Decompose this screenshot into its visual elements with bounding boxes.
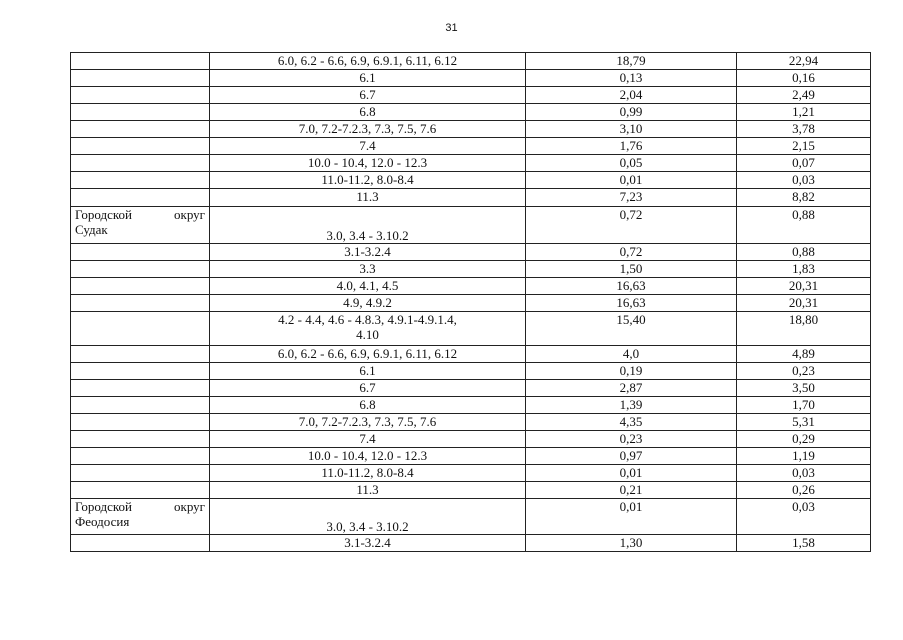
value1-cell: 0,23 — [526, 431, 737, 448]
code-cell: 10.0 - 10.4, 12.0 - 12.3 — [210, 448, 526, 465]
value1-cell: 0,01 — [526, 465, 737, 482]
table-row — [71, 278, 871, 295]
table-row — [71, 87, 871, 104]
value2-cell: 1,21 — [737, 104, 871, 121]
value2-cell: 5,31 — [737, 414, 871, 431]
value1-cell: 16,63 — [526, 295, 737, 312]
value1-cell: 2,04 — [526, 87, 737, 104]
code-cell: 6.1 — [210, 70, 526, 87]
value2-cell: 1,70 — [737, 397, 871, 414]
value1-cell: 18,79 — [526, 53, 737, 70]
region-cell — [71, 295, 210, 312]
value1-cell: 3,10 — [526, 121, 737, 138]
table-row — [71, 414, 871, 431]
value1-cell: 4,0 — [526, 346, 737, 363]
region-cell — [71, 482, 210, 499]
region-cell — [71, 104, 210, 121]
region-cell — [71, 172, 210, 189]
region-cell — [71, 189, 210, 207]
table-row — [71, 535, 871, 552]
region-cell — [71, 278, 210, 295]
table-row — [71, 244, 871, 261]
region-cell — [71, 448, 210, 465]
value2-cell: 0,16 — [737, 70, 871, 87]
value2-cell: 8,82 — [737, 189, 871, 207]
region-cell — [71, 121, 210, 138]
value1-cell: 0,05 — [526, 155, 737, 172]
value2-cell: 0,29 — [737, 431, 871, 448]
code-cell: 7.4 — [210, 431, 526, 448]
code-cell: 7.4 — [210, 138, 526, 155]
value1-cell: 15,40 — [526, 312, 737, 346]
table-row — [71, 261, 871, 278]
code-cell: 6.7 — [210, 87, 526, 104]
region-label-part: Городской — [75, 207, 132, 222]
value1-cell: 7,23 — [526, 189, 737, 207]
value2-cell: 22,94 — [737, 53, 871, 70]
region-cell — [71, 431, 210, 448]
region-cell — [71, 535, 210, 552]
code-cell: 6.0, 6.2 - 6.6, 6.9, 6.9.1, 6.11, 6.12 — [210, 53, 526, 70]
code-cell — [210, 312, 526, 346]
region-cell — [71, 363, 210, 380]
table-row — [71, 363, 871, 380]
code-cell: 6.8 — [210, 104, 526, 121]
code-cell: 6.8 — [210, 397, 526, 414]
value2-cell: 3,78 — [737, 121, 871, 138]
region-cell — [71, 312, 210, 346]
table-row — [71, 189, 871, 207]
value1-cell: 0,99 — [526, 104, 737, 121]
data-table — [70, 52, 871, 552]
value2-cell: 3,50 — [737, 380, 871, 397]
region-cell — [71, 346, 210, 363]
value2-cell: 0,03 — [737, 172, 871, 189]
code-cell: 3.0, 3.4 - 3.10.2 — [210, 499, 526, 535]
region-label-part: округ — [174, 499, 205, 514]
region-cell — [71, 261, 210, 278]
code-cell: 11.0-11.2, 8.0-8.4 — [210, 465, 526, 482]
region-cell — [71, 414, 210, 431]
value1-cell: 0,01 — [526, 499, 737, 535]
value2-cell: 1,58 — [737, 535, 871, 552]
region-cell — [71, 138, 210, 155]
value1-cell: 16,63 — [526, 278, 737, 295]
value1-cell: 0,19 — [526, 363, 737, 380]
code-cell: 3.1-3.2.4 — [210, 244, 526, 261]
value1-cell: 1,76 — [526, 138, 737, 155]
table-row — [71, 465, 871, 482]
region-cell — [71, 155, 210, 172]
table-row — [71, 155, 871, 172]
value1-cell: 1,39 — [526, 397, 737, 414]
code-cell: 10.0 - 10.4, 12.0 - 12.3 — [210, 155, 526, 172]
value2-cell: 0,03 — [737, 465, 871, 482]
region-label-name: Феодосия — [75, 514, 130, 529]
table-row — [71, 53, 871, 70]
region-cell — [71, 380, 210, 397]
value1-cell: 1,30 — [526, 535, 737, 552]
code-cell: 3.1-3.2.4 — [210, 535, 526, 552]
code-cell: 3.3 — [210, 261, 526, 278]
value1-cell: 4,35 — [526, 414, 737, 431]
table-row — [71, 312, 871, 346]
region-cell — [71, 53, 210, 70]
value2-cell: 0,23 — [737, 363, 871, 380]
value2-cell: 0,26 — [737, 482, 871, 499]
value1-cell: 0,72 — [526, 207, 737, 244]
region-label-name: Судак — [75, 222, 108, 237]
value2-cell: 18,80 — [737, 312, 871, 346]
value1-cell: 0,72 — [526, 244, 737, 261]
value1-cell: 0,21 — [526, 482, 737, 499]
value2-cell: 1,83 — [737, 261, 871, 278]
value2-cell: 2,15 — [737, 138, 871, 155]
table-row — [71, 346, 871, 363]
region-cell — [71, 244, 210, 261]
value2-cell: 1,19 — [737, 448, 871, 465]
code-cell: 6.7 — [210, 380, 526, 397]
value1-cell: 0,97 — [526, 448, 737, 465]
value2-cell: 20,31 — [737, 278, 871, 295]
table-row — [71, 207, 871, 244]
table-row — [71, 121, 871, 138]
table-row — [71, 172, 871, 189]
code-cell: 3.0, 3.4 - 3.10.2 — [210, 207, 526, 244]
region-cell — [71, 87, 210, 104]
value2-cell: 0,07 — [737, 155, 871, 172]
code-cell: 6.0, 6.2 - 6.6, 6.9, 6.9.1, 6.11, 6.12 — [210, 346, 526, 363]
code-cell: 7.0, 7.2-7.2.3, 7.3, 7.5, 7.6 — [210, 414, 526, 431]
region-cell — [71, 397, 210, 414]
region-label-part: округ — [174, 207, 205, 222]
value1-cell: 2,87 — [526, 380, 737, 397]
value2-cell: 0,88 — [737, 244, 871, 261]
code-cell: 4.9, 4.9.2 — [210, 295, 526, 312]
page-number: 31 — [445, 22, 458, 34]
code-cell: 4.0, 4.1, 4.5 — [210, 278, 526, 295]
table-row — [71, 295, 871, 312]
table-row — [71, 397, 871, 414]
value1-cell: 1,50 — [526, 261, 737, 278]
value2-cell: 20,31 — [737, 295, 871, 312]
region-cell — [71, 70, 210, 87]
code-cell: 6.1 — [210, 363, 526, 380]
code-line: 4.2 - 4.4, 4.6 - 4.8.3, 4.9.1-4.9.1.4, — [278, 312, 457, 327]
table-row — [71, 482, 871, 499]
region-cell — [71, 465, 210, 482]
table-row — [71, 70, 871, 87]
table-row — [71, 448, 871, 465]
table-row — [71, 138, 871, 155]
table-row — [71, 380, 871, 397]
value2-cell: 0,88 — [737, 207, 871, 244]
region-cell-feodosia — [71, 499, 210, 535]
value1-cell: 0,01 — [526, 172, 737, 189]
value2-cell: 4,89 — [737, 346, 871, 363]
table-row — [71, 104, 871, 121]
code-cell: 7.0, 7.2-7.2.3, 7.3, 7.5, 7.6 — [210, 121, 526, 138]
region-cell-sudak — [71, 207, 210, 244]
value2-cell: 0,03 — [737, 499, 871, 535]
value2-cell: 2,49 — [737, 87, 871, 104]
table-row — [71, 431, 871, 448]
code-cell: 11.3 — [210, 189, 526, 207]
table-row — [71, 499, 871, 535]
code-cell: 11.0-11.2, 8.0-8.4 — [210, 172, 526, 189]
region-label-part: Городской — [75, 499, 132, 514]
code-cell: 11.3 — [210, 482, 526, 499]
value1-cell: 0,13 — [526, 70, 737, 87]
code-line: 4.10 — [356, 327, 379, 342]
